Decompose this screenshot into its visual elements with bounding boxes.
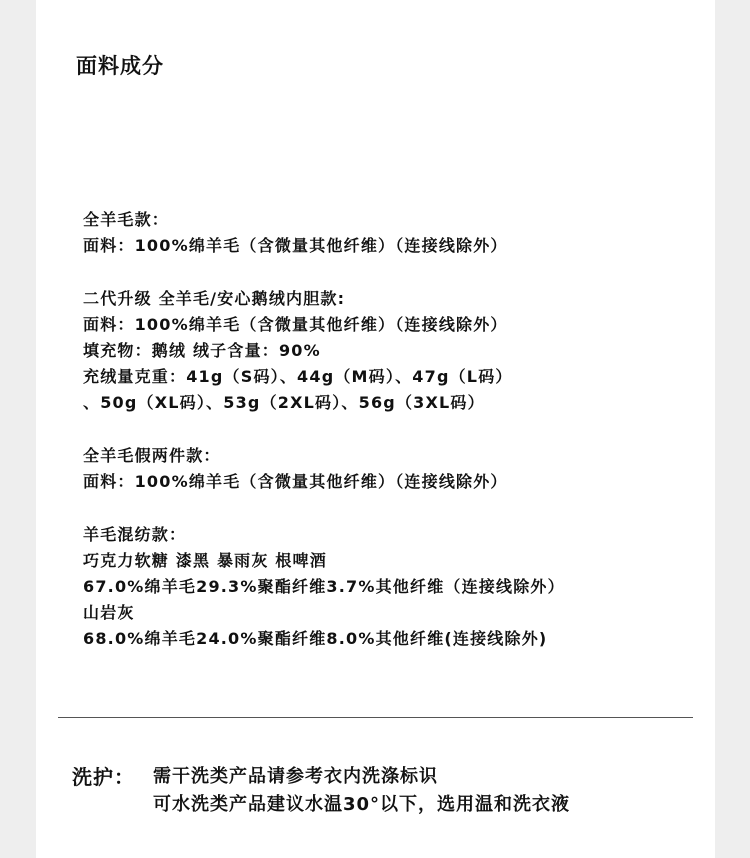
fabric-line: 面料：100%绵羊毛（含微量其他纤维）（连接线除外） <box>83 236 508 255</box>
color-name-line: 山岩灰 <box>83 603 135 622</box>
group-fake-two-piece <box>83 443 683 495</box>
care-line-wash: 可水洗类产品建议水温30°以下，选用温和洗衣液 <box>153 794 571 815</box>
fill-weight-line-cont: 、50g（XL码）、53g（2XL码）、56g（3XL码） <box>83 393 485 412</box>
fabric-line: 面料：100%绵羊毛（含微量其他纤维）（连接线除外） <box>83 472 508 491</box>
group-heading: 羊毛混纺款： <box>83 525 187 544</box>
group-heading: 全羊毛假两件款： <box>83 446 221 465</box>
group-heading: 全羊毛款： <box>83 210 170 229</box>
group-all-wool <box>83 207 683 259</box>
group-wool-blend <box>83 522 683 652</box>
fabric-composition-list <box>83 207 683 679</box>
blend-composition-line: 68.0%绵羊毛24.0%聚酯纤维8.0%其他纤维(连接线除外) <box>83 629 548 648</box>
care-line-dry-clean: 需干洗类产品请参考衣内洗涤标识 <box>153 766 438 787</box>
section-title: 面料成分 <box>76 54 164 78</box>
color-names-line: 巧克力软糖 漆黑 暴雨灰 根啤酒 <box>83 551 327 570</box>
group-heading: 二代升级 全羊毛/安心鹅绒内胆款: <box>83 289 346 308</box>
group-down-lining <box>83 286 683 416</box>
care-lines <box>153 763 570 819</box>
blend-composition-line: 67.0%绵羊毛29.3%聚酯纤维3.7%其他纤维（连接线除外） <box>83 577 565 596</box>
fabric-line: 面料：100%绵羊毛（含微量其他纤维）（连接线除外） <box>83 315 508 334</box>
section-divider <box>58 717 693 718</box>
fill-weight-line: 充绒量克重：41g（S码）、44g（M码）、47g（L码） <box>83 367 513 386</box>
care-label: 洗护： <box>72 765 135 789</box>
filling-line: 填充物：鹅绒 绒子含量：90% <box>83 341 321 360</box>
